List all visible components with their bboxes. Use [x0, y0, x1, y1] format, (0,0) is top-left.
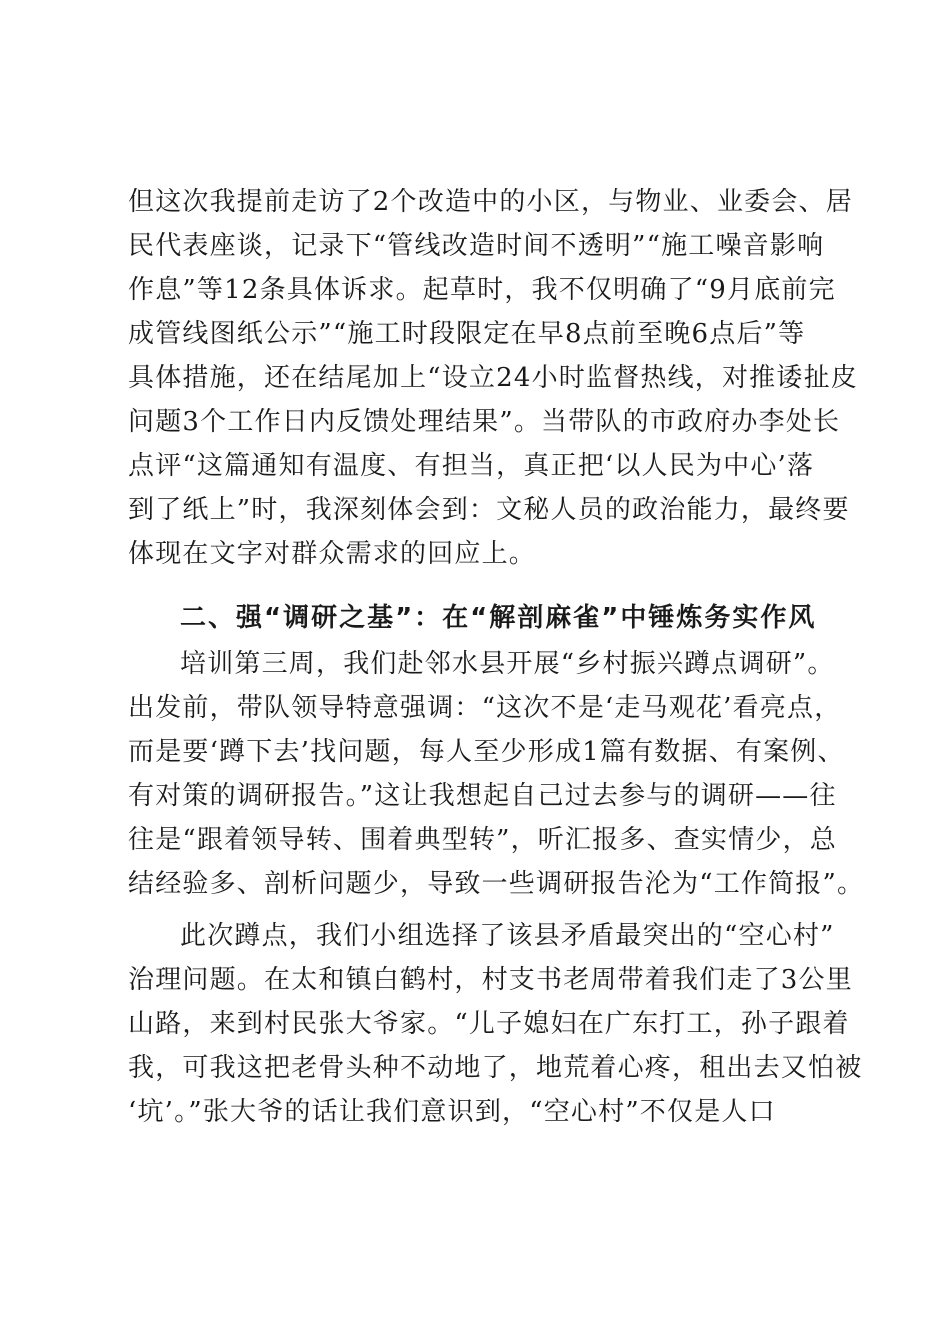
paragraph-line: 问题3个工作日内反馈处理结果”。当带队的市政府办李处长 — [128, 407, 841, 437]
paragraph-line: 而是要‘蹲下去’找问题，每人至少形成1篇有数据、有案例、 — [128, 737, 845, 767]
paragraph-line: 作息”等12条具体诉求。起草时，我不仅明确了“9月底前完 — [128, 275, 836, 305]
paragraph-line: 到了纸上”时，我深刻体会到：文秘人员的政治能力，最终要 — [128, 495, 850, 525]
paragraph-line: 体现在文字对群众需求的回应上。 — [128, 539, 537, 569]
paragraph-line: 但这次我提前走访了2个改造中的小区，与物业、业委会、居 — [128, 187, 853, 217]
paragraph-line: 民代表座谈，记录下“管线改造时间不透明”“施工噪音影响 — [128, 231, 825, 261]
paragraph-line: 出发前，带队领导特意强调：“这次不是‘走马观花’看亮点， — [128, 693, 842, 723]
paragraph-line: 山路，来到村民张大爷家。“儿子媳妇在广东打工，孙子跟着 — [128, 1009, 850, 1039]
paragraph-line: 结经验多、剖析问题少，导致一些调研报告沦为“工作简报”。 — [128, 869, 865, 899]
paragraph-3 — [128, 914, 863, 1134]
paragraph-line: 我，可我这把老骨头种不动地了，地荒着心疼，租出去又怕被 — [128, 1053, 863, 1083]
paragraph-line: 此次蹲点，我们小组选择了该县矛盾最突出的“空心村” — [180, 921, 835, 951]
paragraph-line: 治理问题。在太和镇白鹤村，村支书老周带着我们走了3公里 — [128, 965, 853, 995]
paragraph-1 — [128, 180, 858, 576]
paragraph-line: 具体措施，还在结尾加上“设立24小时监督热线，对推诿扯皮 — [128, 363, 858, 393]
section-heading: 二、强“调研之基”：在“解剖麻雀”中锤炼务实作风 — [180, 603, 817, 633]
paragraph-line: ‘坑’。”张大爷的话让我们意识到，“空心村”不仅是人口 — [128, 1097, 776, 1127]
paragraph-line: 培训第三周，我们赴邻水县开展“乡村振兴蹲点调研”。 — [180, 649, 835, 679]
paragraph-line: 点评“这篇通知有温度、有担当，真正把‘以人民为中心’落 — [128, 451, 815, 481]
paragraph-line: 往是“跟着领导转、围着典型转”，听汇报多、查实情少，总 — [128, 825, 837, 855]
paragraph-2 — [128, 642, 865, 906]
paragraph-line: 成管线图纸公示”“施工时段限定在早8点前至晚6点后”等 — [128, 319, 806, 349]
paragraph-line: 有对策的调研报告。”这让我想起自己过去参与的调研——往 — [128, 781, 837, 811]
